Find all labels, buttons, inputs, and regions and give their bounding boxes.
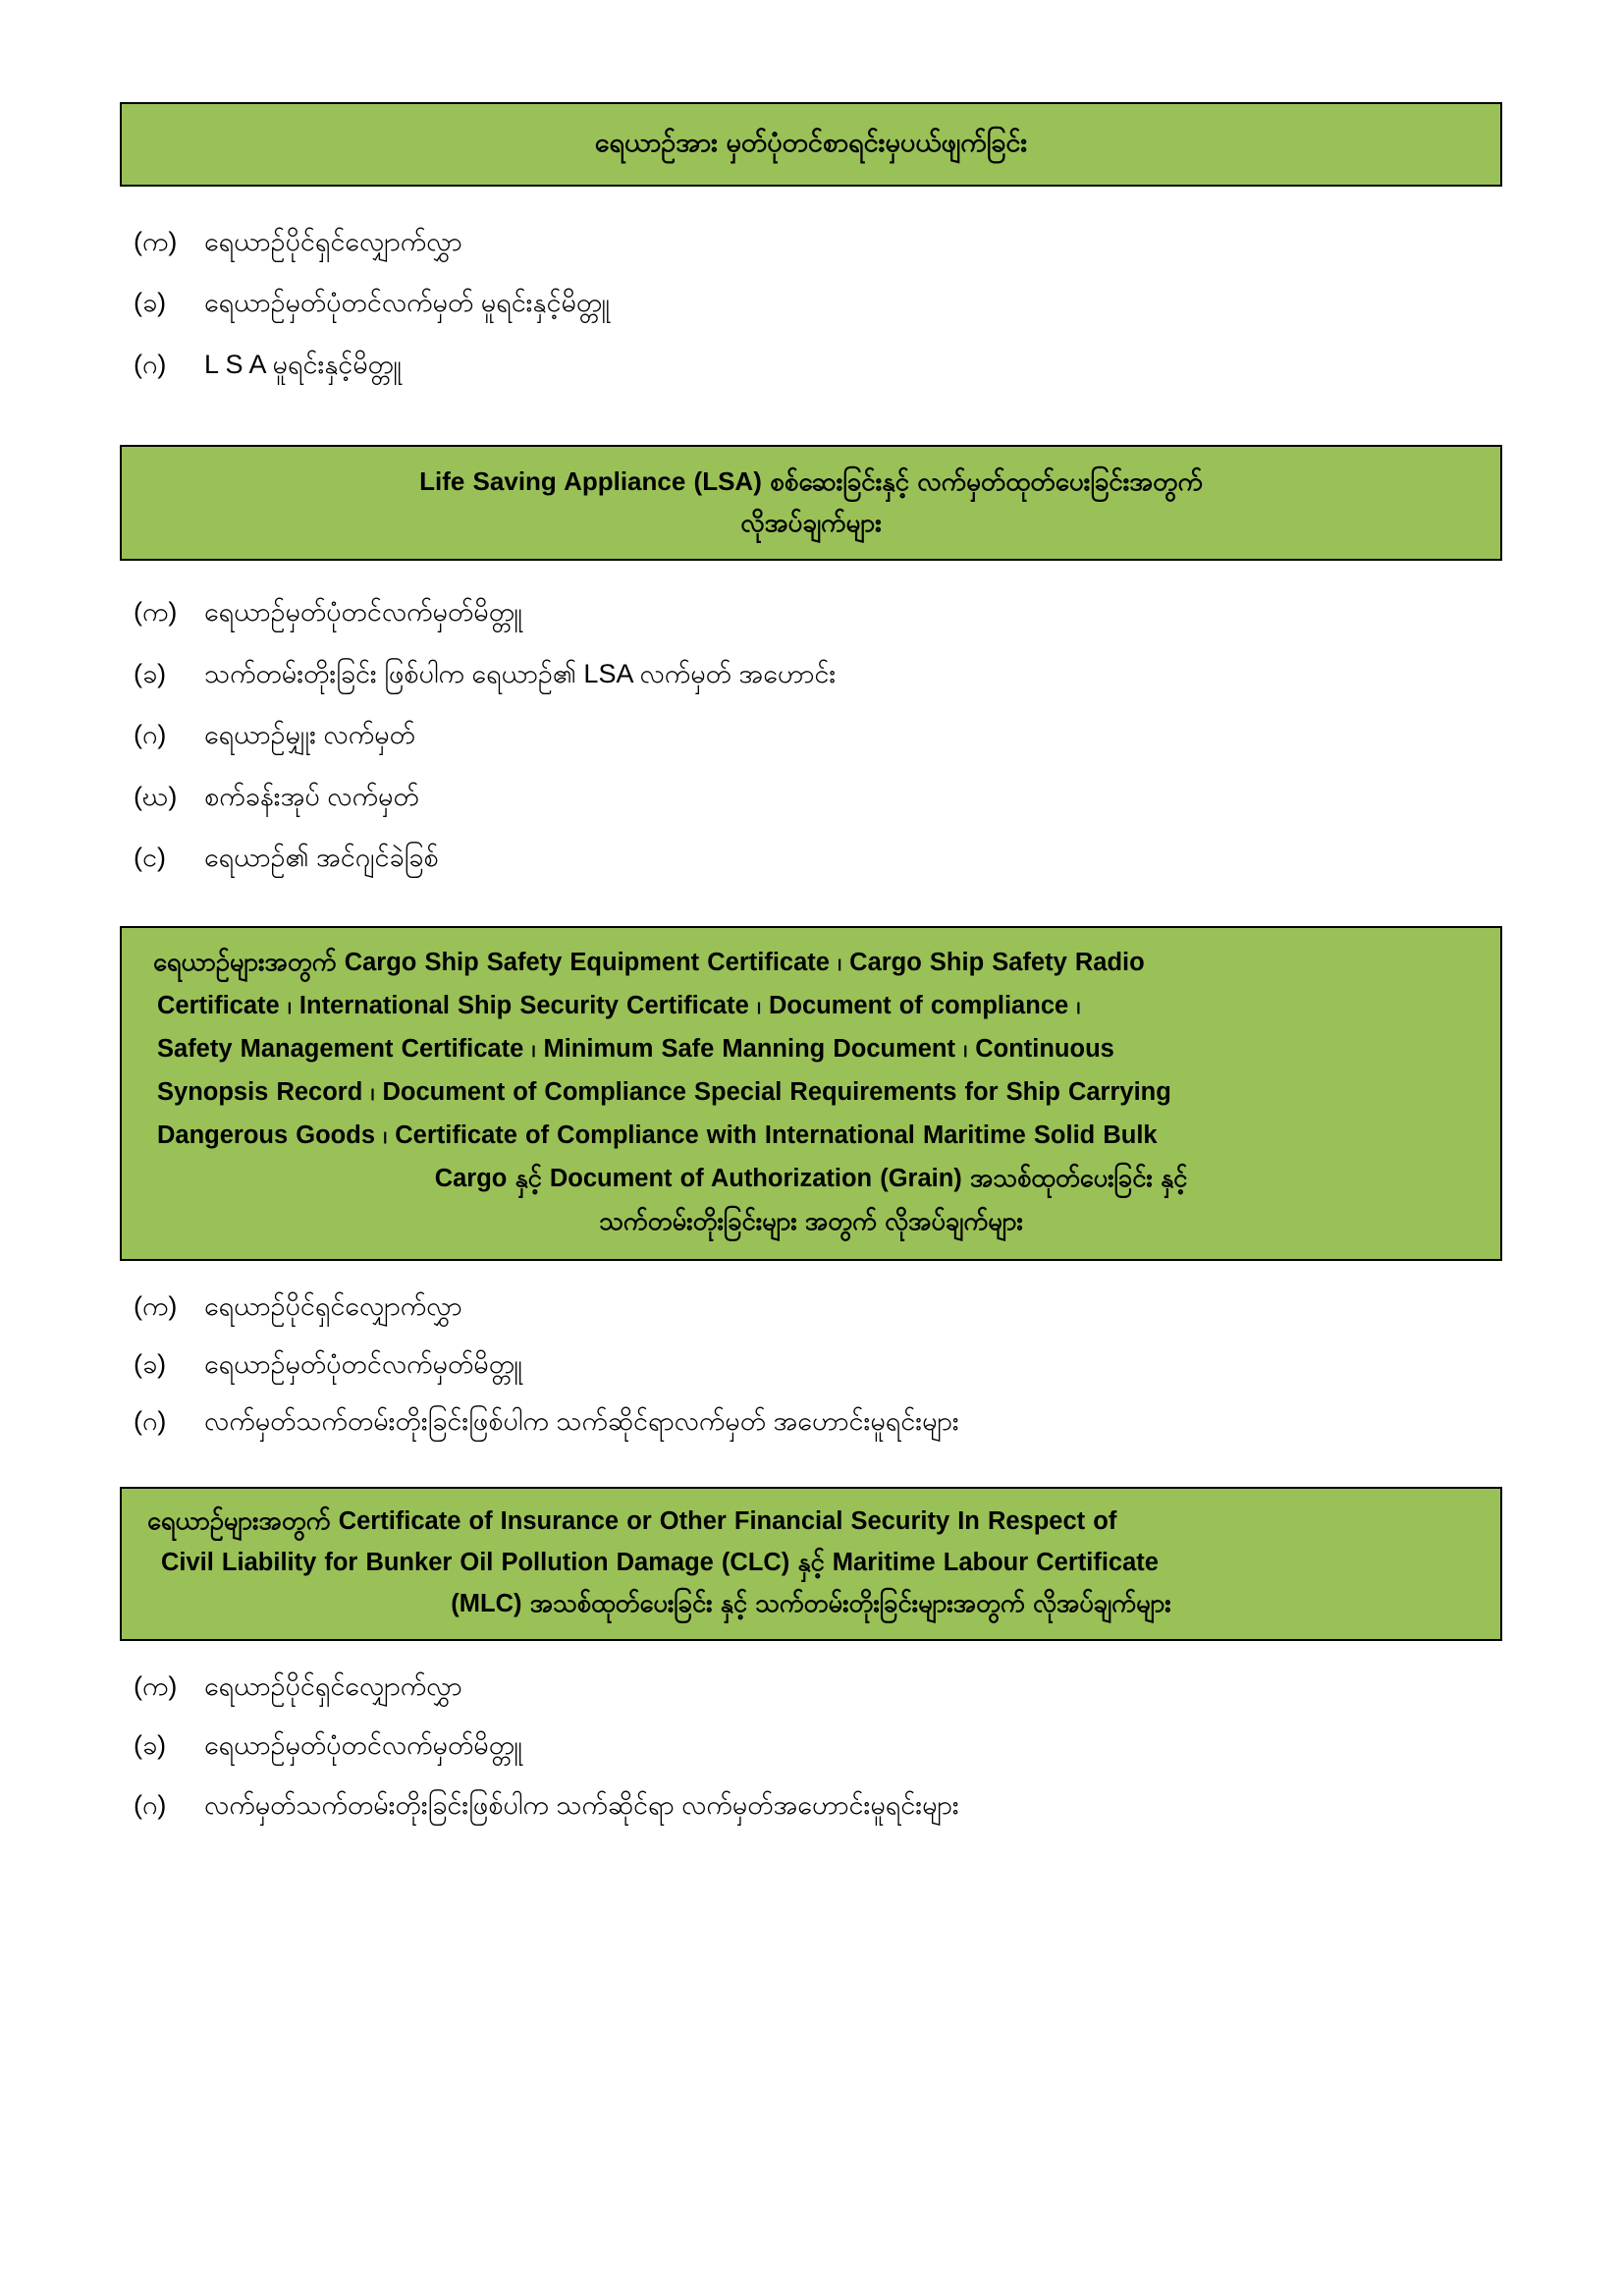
heading-line: Dangerous Goods ၊ Certificate of Compliance with International Maritime Solid Bulk: [157, 1121, 1158, 1149]
spacer: [120, 1704, 1502, 1727]
list-item: [120, 1346, 1502, 1382]
section-heading-3: [120, 926, 1502, 1261]
heading-line: လိုအပ်ချက်များ: [740, 508, 882, 538]
item-marker: (ဂ): [134, 1406, 167, 1437]
spacer: [120, 753, 1502, 779]
spacer: [120, 1382, 1502, 1403]
item-text: ရေယာဉ်မှတ်ပုံတင်လက်မှတ်မိတ္တူ: [204, 597, 522, 628]
heading-line: Certificate ၊ International Ship Security Certificate ၊ Document of compliance ၊: [157, 992, 1081, 1020]
item-marker: (ဂ): [134, 1789, 167, 1820]
heading-line: ရေယာဉ်များအတွက် Cargo Ship Safety Equipment Certificate ၊ Cargo Ship Safety Radio: [153, 949, 1145, 977]
requirements-list-3: [120, 1288, 1502, 1439]
heading-line: Safety Management Certificate ၊ Minimum Safe Manning Document ၊ Continuous: [157, 1035, 1114, 1064]
heading-line: Cargo နှင့် Document of Authorization (Grain) အသစ်ထုတ်ပေးခြင်း နှင့်: [434, 1164, 1188, 1192]
heading-line: Synopsis Record ၊ Document of Compliance Special Requirements for Ship Carrying: [157, 1078, 1171, 1107]
item-marker: (ဃ): [134, 781, 178, 811]
list-item: [120, 1787, 1502, 1823]
spacer: [120, 1440, 1502, 1487]
item-text: ရေယာဉ်မှတ်ပုံတင်လက်မှတ်မိတ္တူ: [204, 1730, 522, 1761]
spacer: [120, 1641, 1502, 1668]
spacer: [120, 875, 1502, 926]
spacer: [120, 382, 1502, 445]
item-marker: (က): [134, 1291, 178, 1322]
list-item: [120, 717, 1502, 752]
list-item: [120, 594, 1502, 629]
spacer: [120, 691, 1502, 717]
list-item: [120, 1727, 1502, 1763]
item-text: လက်မှတ်သက်တမ်းတိုးခြင်းဖြစ်ပါက သက်ဆိုင်ရာ လက်မှတ်အဟောင်းမူရင်းများ: [204, 1789, 959, 1820]
section-heading-2: [120, 445, 1502, 561]
item-text: ရေယာဉ်မှတ်ပုံတင်လက်မှတ်မိတ္တူ: [204, 1348, 522, 1379]
spacer: [120, 630, 1502, 656]
spacer: [120, 1325, 1502, 1346]
spacer: [120, 321, 1502, 347]
item-marker: (က): [134, 597, 178, 628]
heading-line: ရေယာဉ်အား မှတ်ပုံတင်စာရင်းမှပယ်ဖျက်ခြင်း: [594, 128, 1028, 157]
list-item: [120, 1668, 1502, 1704]
spacer: [120, 1261, 1502, 1288]
list-item: [120, 840, 1502, 875]
item-text: ရေယာဉ်၏ အင်ဂျင်ခဲခြစ်: [204, 843, 439, 873]
list-item: [120, 779, 1502, 814]
heading-line: (MLC) အသစ်ထုတ်ပေးခြင်း နှင့် သက်တမ်းတိုးခြင်းများအတွက် လိုအပ်ချက်များ: [451, 1590, 1171, 1618]
spacer: [120, 187, 1502, 224]
requirements-list-2: [120, 594, 1502, 875]
item-marker: (ဂ): [134, 349, 167, 379]
item-marker: (ခ): [134, 288, 167, 318]
list-item: [120, 1288, 1502, 1324]
list-item: [120, 285, 1502, 320]
item-text: ရေယာဉ်ပိုင်ရှင်လျှောက်လွှာ: [204, 1670, 462, 1701]
item-marker: (ဂ): [134, 720, 167, 750]
heading-line: Civil Liability for Bunker Oil Pollution Damage (CLC) နှင့် Maritime Labour Certificate: [161, 1549, 1159, 1577]
item-text: ရေယာဉ်မှတ်ပုံတင်လက်မှတ် မူရင်းနှင့်မိတ္တူ: [204, 288, 610, 318]
spacer: [120, 814, 1502, 840]
item-text: စက်ခန်းအုပ် လက်မှတ်: [204, 781, 419, 811]
item-marker: (ခ): [134, 658, 167, 688]
heading-line: သက်တမ်းတိုးခြင်းများ အတွက် လိုအပ်ချက်များ: [599, 1207, 1023, 1235]
list-item: [120, 1403, 1502, 1439]
item-text: ရေယာဉ်ပိုင်ရှင်လျှောက်လွှာ: [204, 1291, 462, 1322]
requirements-list-1: [120, 224, 1502, 382]
item-text: ရေယာဉ်မျှုး လက်မှတ်: [204, 720, 415, 750]
item-text: သက်တမ်းတိုးခြင်း ဖြစ်ပါက ရေယာဉ်၏ LSA လက်မှတ် အဟောင်း: [204, 658, 837, 688]
heading-line: ရေယာဉ်များအတွက် Certificate of Insurance or Other Financial Security In Respect of: [147, 1506, 1117, 1535]
item-marker: (က): [134, 226, 178, 256]
item-marker: (က): [134, 1670, 178, 1701]
item-text: ရေယာဉ်ပိုင်ရှင်လျှောက်လွှာ: [204, 226, 462, 256]
item-marker: (ခ): [134, 1348, 167, 1379]
list-item: [120, 656, 1502, 691]
list-item: [120, 347, 1502, 382]
item-marker: (ခ): [134, 1730, 167, 1761]
requirements-list-4: [120, 1668, 1502, 1823]
item-marker: (င): [134, 843, 166, 873]
spacer: [120, 1764, 1502, 1787]
spacer: [120, 561, 1502, 594]
item-text: လက်မှတ်သက်တမ်းတိုးခြင်းဖြစ်ပါက သက်ဆိုင်ရာလက်မှတ် အဟောင်းမူရင်းများ: [204, 1406, 959, 1437]
heading-line: Life Saving Appliance (LSA) စစ်ဆေးခြင်းနှင့် လက်မှတ်ထုတ်ပေးခြင်းအတွက်: [419, 466, 1203, 497]
spacer: [120, 259, 1502, 285]
document-content: [120, 102, 1502, 1823]
section-heading-1: [120, 102, 1502, 187]
item-text: L S A မူရင်းနှင့်မိတ္တူ: [204, 349, 402, 379]
list-item: [120, 224, 1502, 259]
section-heading-4: [120, 1487, 1502, 1641]
